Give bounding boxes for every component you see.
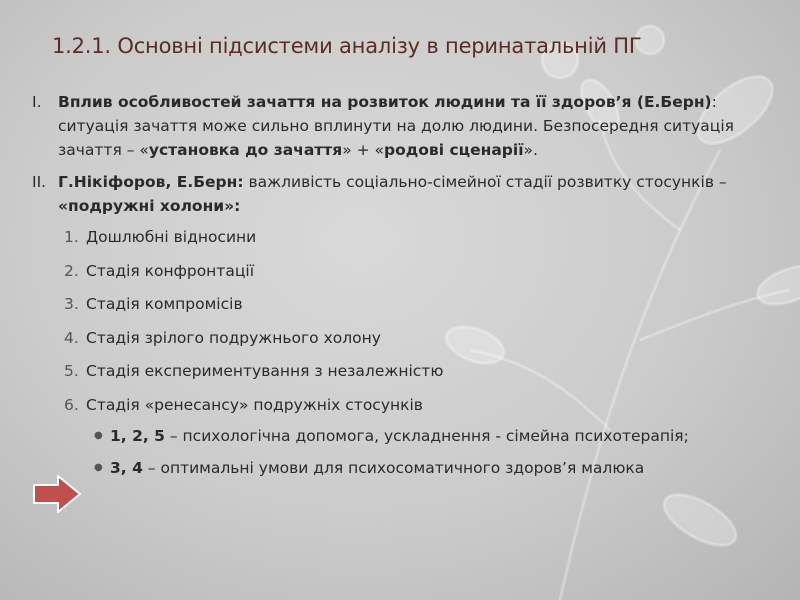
section-1-text-a: : ситуація зачаття може сильно вплинути на долю людини. Безпосередня ситуація зачаття – « <box>58 93 734 159</box>
section-2 <box>32 170 772 218</box>
section-2-number: II. <box>32 173 47 191</box>
section-2-bold-b: «подружні холони»: <box>58 197 241 215</box>
section-1 <box>32 90 772 162</box>
list-item <box>64 293 772 315</box>
list-item <box>94 457 772 479</box>
section-2-text-a: важливість соціально-сімейної стадії розвитку стосунків – <box>243 173 727 191</box>
bullet-bold: 3, 4 <box>110 459 143 477</box>
section-1-text <box>58 90 772 162</box>
list-item-number: 2. <box>64 261 79 280</box>
slide-content <box>32 90 772 489</box>
list-item-label: Стадія «ренесансу» подружніх стосунків <box>86 395 423 414</box>
list-item-number: 1. <box>64 228 79 246</box>
bullet-text <box>110 425 689 447</box>
bullet-dot-icon: ● <box>94 430 103 441</box>
list-item <box>64 226 772 248</box>
section-1-text-e: ». <box>523 141 538 159</box>
list-item-label: Стадія компромісів <box>86 295 243 313</box>
list-item-label: Стадія експериментування з незалежністю <box>86 362 444 380</box>
list-item <box>64 260 772 282</box>
right-arrow-icon <box>32 474 82 514</box>
bullet-rest: – оптимальні умови для психосоматичного здоров’я малюка <box>142 459 645 477</box>
bullet-rest: – психологічна допомога, ускладнення - сімейна психотерапія; <box>164 427 689 445</box>
list-item <box>64 360 772 382</box>
list-item <box>64 394 772 416</box>
list-item-number: 4. <box>64 328 79 347</box>
stages-list <box>64 226 772 416</box>
section-1-bold-d: родові сценарії <box>384 141 524 159</box>
bullet-dot-icon: ● <box>94 462 103 473</box>
list-item <box>94 425 772 447</box>
section-1-text-c: » + « <box>342 141 385 159</box>
bullet-text <box>110 457 644 479</box>
list-item-number: 6. <box>64 395 79 414</box>
section-1-number: I. <box>32 93 42 111</box>
bullet-bold: 1, 2, 5 <box>110 427 165 445</box>
section-2-lead: Г.Нікіфоров, Е.Берн: <box>58 173 244 191</box>
section-1-bold-b: установка до зачаття <box>148 141 343 159</box>
list-item-number: 3. <box>64 295 79 313</box>
list-item-number: 5. <box>64 362 79 380</box>
section-2-text <box>58 170 772 218</box>
list-item-label: Дошлюбні відносини <box>86 228 257 246</box>
list-item-label: Стадія конфронтації <box>86 261 255 280</box>
section-1-lead: Вплив особливостей зачаття на розвиток людини та її здоров’я (Е.Берн) <box>58 93 712 111</box>
slide-title: 1.2.1. Основні підсистеми аналізу в перинатальній ПГ <box>52 34 642 58</box>
list-item <box>64 327 772 349</box>
list-item-label: Стадія зрілого подружнього холону <box>86 328 381 347</box>
conclusions-list <box>94 425 772 479</box>
